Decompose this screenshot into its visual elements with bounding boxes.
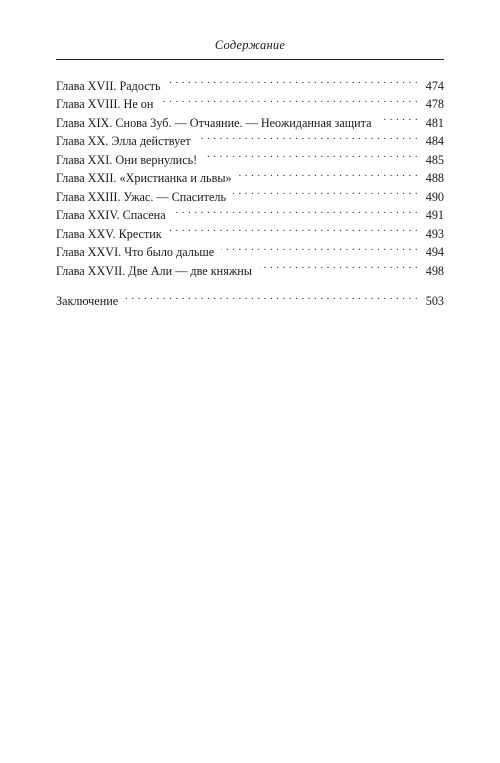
toc-entry-title: Глава XXII. «Христианка и львы» [56,171,232,185]
toc-entry-page: 478 [425,97,444,111]
dot-leader [233,182,418,201]
toc-conclusion-page: 503 [425,294,444,308]
dot-leader [259,256,418,275]
toc-entry-title: Глава XXVI. Что было дальше [56,245,215,259]
header-rule [56,59,444,60]
dot-leader [204,145,418,164]
toc-entry-page: 491 [425,208,444,222]
toc-entry-page: 498 [425,263,444,278]
dot-leader [125,287,418,306]
table-of-contents [56,71,444,308]
toc-entry-title: Глава XX. Элла действует [56,134,191,148]
toc-entry-title: Глава XXIV. Спасена [56,208,166,222]
dot-leader [173,201,418,220]
dot-leader [168,71,418,90]
toc-entry-title: Глава XXV. Крестик [56,226,162,241]
toc-entry-title: Глава XVII. Радость [56,78,161,93]
toc-conclusion [56,287,444,306]
toc-entry-page: 484 [425,134,444,148]
running-head-title: Содержание [214,38,286,52]
toc-entry [56,71,444,93]
dot-leader [379,108,418,127]
dot-leader [239,164,418,183]
dot-leader [198,127,418,146]
toc-entry-page: 485 [425,152,444,167]
toc-entry-title: Глава XXVII. Две Али — две княжны [56,263,252,278]
toc-entry-page: 493 [425,226,444,241]
toc-entry-page: 488 [425,171,444,185]
toc-entry-page: 481 [425,115,444,130]
dot-leader [221,238,418,257]
toc-conclusion-title: Заключение [56,294,119,308]
toc-entry-page: 494 [425,245,444,259]
dot-leader [169,219,418,238]
toc-entry-title: Глава XXIII. Ужас. — Спаситель [56,189,227,204]
toc-entry-page: 474 [425,78,444,93]
toc-entry-title: Глава XXI. Они вернулись! [56,152,198,167]
toc-entry-page: 490 [425,189,444,204]
toc-entry-title: Глава XIX. Снова Зуб. — Отчаяние. — Неожиданная защита [56,115,372,130]
dot-leader [160,90,418,109]
toc-entry-title: Глава XVIII. Не он [56,97,154,111]
